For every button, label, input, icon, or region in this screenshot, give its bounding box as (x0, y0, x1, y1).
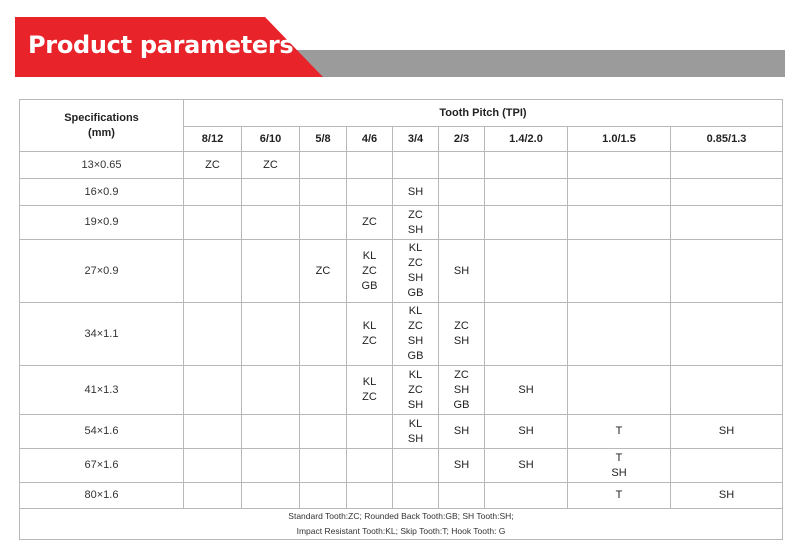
tooth-code: T (615, 489, 623, 501)
tooth-code: ZC (408, 208, 423, 221)
tooth-code: GB (407, 287, 424, 299)
tooth-code: ZC (454, 368, 469, 381)
tooth-code: T (615, 425, 623, 437)
tooth-cell (439, 483, 485, 509)
tooth-cell (300, 483, 347, 509)
tooth-cell (184, 415, 242, 449)
tooth-cell (568, 179, 671, 206)
tooth-cell (671, 366, 783, 415)
spec-cell: 19×0.9 (20, 206, 184, 240)
tooth-cell (485, 415, 568, 449)
legend-line: Impact Resistant Tooth:KL; Skip Tooth:T; Hook Tooth: G (296, 526, 506, 536)
tooth-cell (242, 415, 300, 449)
tooth-cell (300, 240, 347, 303)
tooth-code: ZC (362, 391, 377, 403)
tooth-code: KL (362, 320, 377, 332)
tooth-cell (300, 206, 347, 240)
spec-header (20, 100, 184, 152)
tooth-cell (671, 152, 783, 179)
tooth-cell (347, 483, 393, 509)
tooth-cell (439, 303, 485, 366)
spec-cell: 27×0.9 (20, 240, 184, 303)
legend-notes (20, 509, 783, 540)
tooth-cell (439, 152, 485, 179)
tooth-cell (300, 303, 347, 366)
tooth-cell (568, 415, 671, 449)
header-banner (15, 17, 785, 77)
table-row (20, 415, 783, 449)
tooth-code: SH (453, 264, 470, 277)
tooth-cell (184, 179, 242, 206)
tooth-cell (393, 240, 439, 303)
tooth-cell (347, 366, 393, 415)
tooth-cell (300, 415, 347, 449)
tooth-cell (300, 366, 347, 415)
tooth-cell (485, 303, 568, 366)
tooth-cell (439, 415, 485, 449)
tooth-code: ZC (205, 158, 220, 171)
tooth-code: KL (408, 368, 423, 381)
tooth-code: ZC (362, 216, 377, 228)
pitch-header: 1.0/1.5 (568, 127, 671, 152)
tooth-code: SH (407, 185, 424, 198)
tooth-cell (568, 449, 671, 483)
table-row (20, 303, 783, 366)
tooth-code: SH (407, 432, 424, 445)
table-row (20, 179, 783, 206)
tooth-code: ZC (362, 335, 377, 347)
tooth-code: ZC (362, 264, 377, 277)
tooth-cell (184, 206, 242, 240)
tooth-cell (184, 366, 242, 415)
spec-cell: 16×0.9 (20, 179, 184, 206)
tooth-cell (184, 483, 242, 509)
tooth-cell (242, 206, 300, 240)
tooth-cell (184, 240, 242, 303)
tooth-cell (568, 303, 671, 366)
tooth-code: SH (453, 383, 470, 396)
tooth-cell (347, 303, 393, 366)
tooth-cell (242, 152, 300, 179)
page-title: Product parameters (28, 31, 294, 59)
tooth-cell (671, 179, 783, 206)
pitch-header: 5/8 (300, 127, 347, 152)
tooth-code: SH (518, 425, 534, 437)
tooth-cell (671, 240, 783, 303)
tooth-cell (671, 206, 783, 240)
tooth-cell (242, 179, 300, 206)
table-row (20, 240, 783, 303)
tooth-code: KL (408, 305, 423, 317)
tooth-cell (393, 206, 439, 240)
tooth-code: SH (453, 459, 470, 471)
legend-line: Standard Tooth:ZC; Rounded Back Tooth:GB; SH Tooth:SH; (288, 511, 514, 521)
tooth-cell (347, 152, 393, 179)
tooth-cell (568, 240, 671, 303)
tooth-cell (439, 240, 485, 303)
tooth-cell (393, 483, 439, 509)
tooth-cell (347, 415, 393, 449)
tooth-code: SH (407, 398, 424, 411)
tooth-cell (300, 152, 347, 179)
tooth-code: ZC (315, 264, 331, 277)
tooth-cell (393, 415, 439, 449)
tooth-code: ZC (408, 383, 423, 396)
tooth-code: SH (718, 425, 735, 437)
pitch-header: 4/6 (347, 127, 393, 152)
spec-cell: 34×1.1 (20, 303, 184, 366)
spec-header-line: Specifications (64, 111, 139, 124)
tpi-header: Tooth Pitch (TPI) (184, 100, 783, 127)
table-row (20, 366, 783, 415)
tooth-code: SH (407, 272, 424, 284)
tooth-code: GB (407, 350, 424, 362)
tooth-code: GB (361, 279, 378, 292)
tooth-cell (393, 179, 439, 206)
tooth-cell (184, 449, 242, 483)
tooth-cell (347, 206, 393, 240)
tooth-cell (485, 179, 568, 206)
tooth-code: SH (407, 335, 424, 347)
table-row (20, 483, 783, 509)
tooth-cell (568, 483, 671, 509)
tooth-cell (671, 483, 783, 509)
tooth-cell (568, 366, 671, 415)
tooth-code: KL (408, 417, 423, 430)
spec-header-line: (mm) (88, 126, 115, 139)
tooth-cell (485, 240, 568, 303)
tooth-cell (485, 449, 568, 483)
tooth-code: SH (407, 223, 424, 236)
tooth-cell (347, 179, 393, 206)
pitch-header: 1.4/2.0 (485, 127, 568, 152)
tooth-cell (242, 483, 300, 509)
spec-cell: 41×1.3 (20, 366, 184, 415)
pitch-header: 6/10 (242, 127, 300, 152)
table-row (20, 449, 783, 483)
tooth-cell (439, 366, 485, 415)
tooth-code: KL (408, 242, 423, 254)
tooth-code: SH (718, 489, 735, 501)
tooth-code: KL (362, 249, 377, 262)
pitch-header: 0.85/1.3 (671, 127, 783, 152)
tooth-cell (242, 240, 300, 303)
tooth-code: SH (518, 383, 534, 396)
tooth-cell (439, 206, 485, 240)
tooth-cell (485, 206, 568, 240)
spec-cell: 67×1.6 (20, 449, 184, 483)
tooth-code: SH (453, 335, 470, 347)
tooth-cell (568, 152, 671, 179)
tooth-cell (242, 366, 300, 415)
tooth-code: ZC (263, 158, 278, 171)
tooth-code: SH (453, 425, 470, 437)
tooth-cell (393, 152, 439, 179)
tooth-cell (485, 483, 568, 509)
tooth-cell (242, 449, 300, 483)
tooth-code: ZC (408, 257, 423, 269)
spec-cell: 13×0.65 (20, 152, 184, 179)
tooth-cell (300, 449, 347, 483)
tooth-cell (485, 152, 568, 179)
tooth-code: T (615, 451, 623, 464)
pitch-header: 8/12 (184, 127, 242, 152)
tooth-code: KL (362, 376, 377, 388)
tooth-cell (347, 240, 393, 303)
tooth-cell (393, 366, 439, 415)
parameters-table (19, 99, 783, 540)
tooth-code: ZC (454, 320, 469, 332)
tooth-cell (300, 179, 347, 206)
tooth-cell (347, 449, 393, 483)
tooth-cell (568, 206, 671, 240)
tooth-cell (439, 179, 485, 206)
tooth-cell (184, 303, 242, 366)
tooth-cell (671, 449, 783, 483)
pitch-header: 2/3 (439, 127, 485, 152)
tooth-cell (393, 303, 439, 366)
tooth-cell (393, 449, 439, 483)
tooth-cell (485, 366, 568, 415)
tooth-cell (671, 303, 783, 366)
tooth-code: SH (611, 466, 627, 479)
table-row (20, 152, 783, 179)
pitch-header: 3/4 (393, 127, 439, 152)
tooth-cell (184, 152, 242, 179)
tooth-cell (439, 449, 485, 483)
tooth-cell (242, 303, 300, 366)
spec-cell: 54×1.6 (20, 415, 184, 449)
tooth-code: GB (453, 398, 470, 411)
spec-cell: 80×1.6 (20, 483, 184, 509)
tooth-cell (671, 415, 783, 449)
table-row (20, 206, 783, 240)
tooth-code: SH (518, 459, 534, 471)
tooth-code: ZC (408, 320, 423, 332)
